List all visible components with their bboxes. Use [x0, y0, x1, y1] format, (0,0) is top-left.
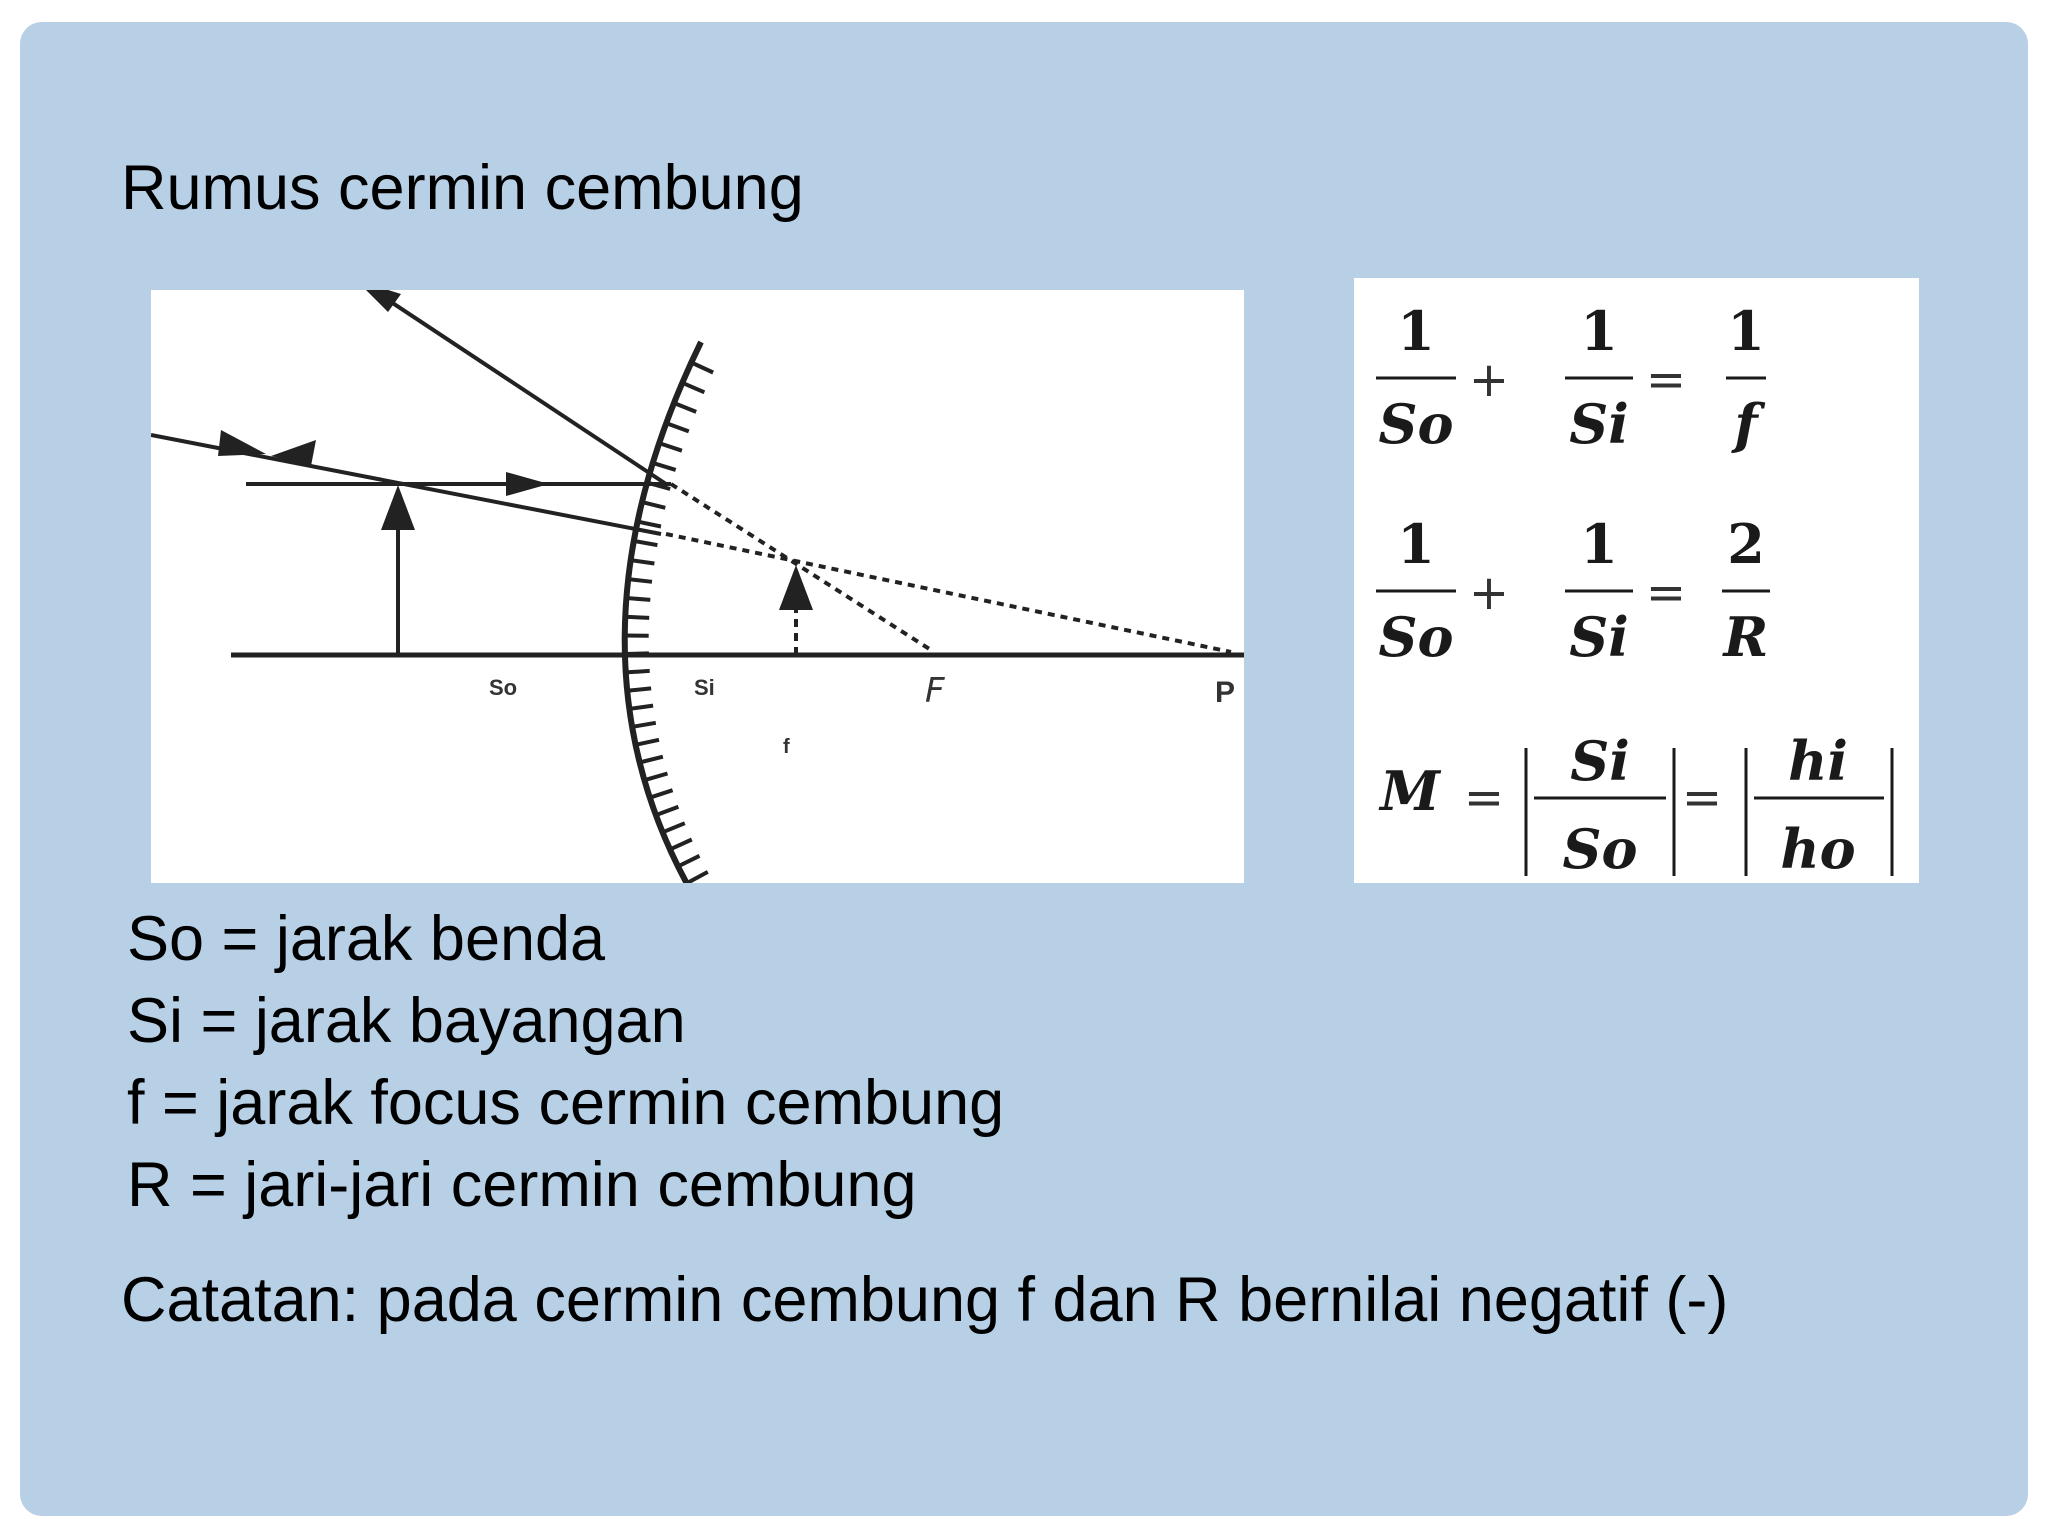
definition-si: Si = jarak bayangan [127, 986, 686, 1056]
hatch-line [642, 502, 665, 508]
eq1-den2: Si [1569, 392, 1629, 456]
label-f-small: f [783, 736, 790, 758]
eq1-num3: 1 [1727, 299, 1765, 363]
virtual-ray-to-p [666, 534, 1231, 652]
hatch-line [691, 363, 713, 373]
hatch-line [626, 598, 650, 600]
hatch-line [638, 522, 662, 527]
hatch-line [627, 688, 651, 690]
slide-title: Rumus cermin cembung [121, 153, 804, 223]
eq2-num1: 1 [1397, 512, 1435, 576]
formula-panel [1354, 278, 1919, 883]
hatch-line [632, 723, 656, 727]
hatch-line [636, 740, 659, 745]
eq3-den2: ho [1780, 817, 1856, 881]
hatch-line [629, 706, 653, 709]
arrow-parallel-ray [506, 472, 549, 496]
hatch-line [670, 840, 692, 850]
hatch-line [628, 579, 652, 582]
eq2-den2: Si [1569, 605, 1629, 669]
hatch-line [625, 617, 649, 618]
eq2-equals: = [1645, 565, 1687, 621]
eq2-plus: + [1468, 565, 1510, 621]
arrow-incident-p [218, 430, 266, 456]
hatch-line [625, 653, 649, 654]
hatch-line [663, 823, 685, 832]
hatch-line [634, 541, 658, 545]
definition-f: f = jarak focus cermin cembung [127, 1068, 1005, 1138]
eq1-num1: 1 [1397, 299, 1435, 363]
eq3-den1: So [1562, 817, 1638, 881]
eq2-num3: 2 [1727, 512, 1765, 576]
eq1-num2: 1 [1580, 299, 1618, 363]
label-si: Si [694, 675, 715, 700]
virtual-ray-to-f [671, 484, 931, 650]
eq1-den3: f [1734, 392, 1758, 456]
hatch-line [656, 807, 679, 815]
equation-3 [1378, 729, 1892, 881]
definition-r: R = jari-jari cermin cembung [127, 1150, 917, 1220]
eq1-plus: + [1468, 352, 1510, 408]
equation-1 [1376, 299, 1766, 456]
mirror-hatching [625, 363, 713, 884]
hatch-line [640, 757, 663, 763]
hatch-line [653, 463, 676, 470]
hatch-line [682, 383, 704, 393]
mirror-arc [625, 342, 701, 883]
eq3-equals1: = [1463, 770, 1505, 826]
eq2-num2: 1 [1580, 512, 1618, 576]
hatch-line [659, 443, 682, 451]
hatch-line [666, 423, 689, 431]
note-text: Catatan: pada cermin cembung f dan R bernilai negatif (-) [121, 1265, 1729, 1335]
hatch-line [674, 403, 696, 412]
eq2-den3: R [1723, 605, 1769, 669]
label-focus-f: F [925, 671, 945, 711]
object-arrowhead [381, 485, 415, 530]
convex-mirror-diagram [151, 290, 1244, 883]
equation-2 [1376, 512, 1770, 669]
hatch-line [650, 790, 673, 798]
eq3-num2: hi [1788, 729, 1848, 793]
arrow-reflected-upper [356, 290, 401, 312]
eq3-equals2: = [1681, 770, 1723, 826]
hatch-line [626, 671, 650, 673]
eq3-lhs: M [1380, 759, 1440, 823]
eq2-den1: So [1378, 605, 1454, 669]
eq3-num1: Si [1570, 729, 1630, 793]
reflected-ray-upper [376, 292, 666, 484]
definitions-list [127, 898, 1004, 1226]
label-p: P [1215, 676, 1236, 709]
definition-so: So = jarak benda [127, 904, 606, 974]
hatch-line [631, 560, 655, 563]
hatch-line [678, 856, 700, 867]
eq1-den1: So [1378, 392, 1454, 456]
eq1-equals: = [1645, 352, 1687, 408]
hatch-line [644, 774, 667, 781]
label-so: So [489, 675, 518, 700]
hatch-line [687, 872, 708, 883]
